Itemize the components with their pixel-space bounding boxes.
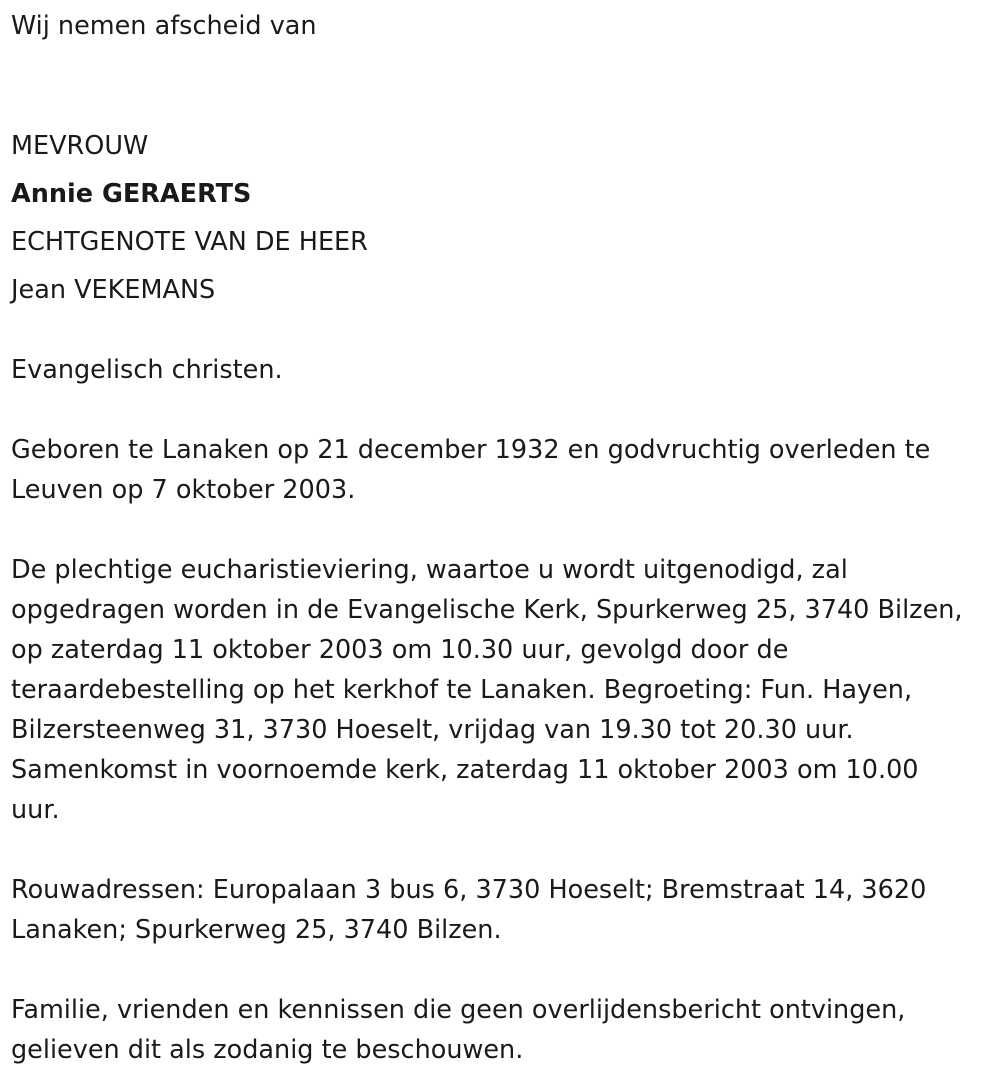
birth-death-line: Leuven op 7 oktober 2003.: [11, 475, 356, 505]
deceased-name: Annie GERAERTS: [11, 179, 252, 209]
service-line: op zaterdag 11 oktober 2003 om 10.30 uur, gevolgd door de: [11, 635, 789, 665]
addresses-paragraph: [11, 870, 996, 950]
service-paragraph: [11, 550, 996, 830]
service-line: Samenkomst in voornoemde kerk, zaterdag 11 oktober 2003 om 10.00: [11, 755, 919, 785]
title-text: MEVROUW: [11, 131, 149, 161]
obituary-notice: [11, 0, 996, 1070]
service-line: opgedragen worden in de Evangelische Kerk, Spurkerweg 25, 3740 Bilzen,: [11, 595, 963, 625]
service-line: teraardebestelling op het kerkhof te Lanaken. Begroeting: Fun. Hayen,: [11, 675, 913, 705]
service-line: uur.: [11, 795, 60, 825]
family-line: Familie, vrienden en kennissen die geen overlijdensbericht ontvingen,: [11, 995, 906, 1025]
spouse-name: Jean VEKEMANS: [11, 275, 216, 305]
service-line: Bilzersteenweg 31, 3730 Hoeselt, vrijdag van 19.30 tot 20.30 uur.: [11, 715, 854, 745]
service-line: De plechtige eucharistieviering, waartoe u wordt uitgenodigd, zal: [11, 555, 848, 585]
addresses-line: Rouwadressen: Europalaan 3 bus 6, 3730 Hoeselt; Bremstraat 14, 3620: [11, 875, 927, 905]
faith-text: Evangelisch christen.: [11, 355, 283, 385]
intro-text: Wij nemen afscheid van: [11, 11, 317, 41]
birth-death-paragraph: [11, 430, 996, 510]
spouse-label: ECHTGENOTE VAN DE HEER: [11, 227, 368, 257]
birth-death-line: Geboren te Lanaken op 21 december 1932 en godvruchtig overleden te: [11, 435, 931, 465]
family-paragraph: [11, 990, 996, 1070]
addresses-line: Lanaken; Spurkerweg 25, 3740 Bilzen.: [11, 915, 502, 945]
family-line: gelieven dit als zodanig te beschouwen.: [11, 1035, 524, 1065]
